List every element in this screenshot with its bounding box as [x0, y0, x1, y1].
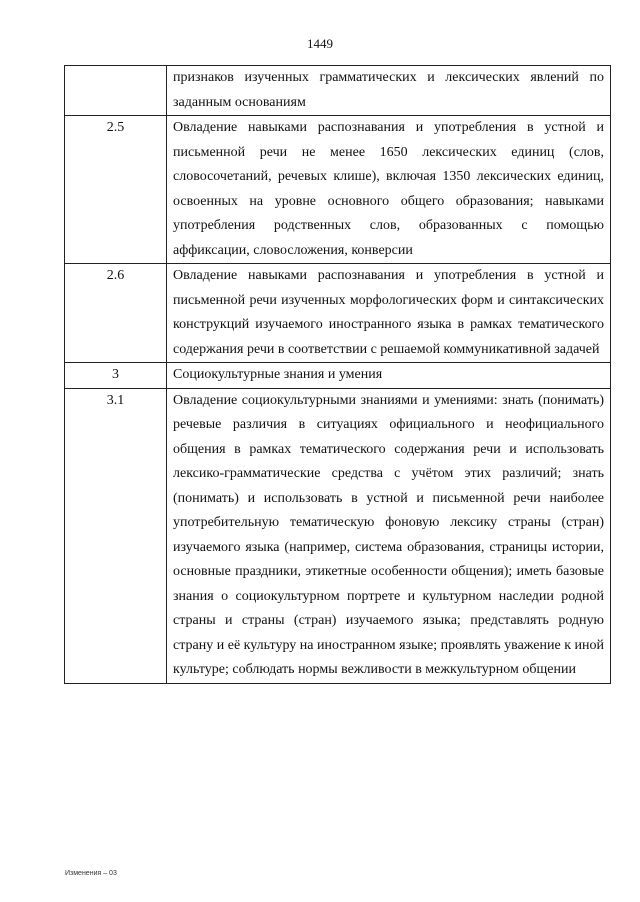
table-row — [65, 66, 611, 116]
row-text: Овладение навыками распознавания и употребления в устной и письменной речи не менее 1650 лексических единиц (слов, словосочетаний, речевых клише), включая 1350 лексических единиц, освоенных на уровне основного общего образования; навыками употребления родственных слов, образованных с помощью аффиксации, словосложения, конверсии — [167, 116, 611, 264]
row-number: 3.1 — [65, 388, 167, 683]
table-row — [65, 388, 611, 683]
footer-revision: Изменения – 03 — [65, 870, 117, 877]
row-number: 3 — [65, 363, 167, 389]
table-row — [65, 116, 611, 264]
table-row — [65, 264, 611, 363]
content-table — [64, 65, 611, 684]
table-row — [65, 363, 611, 389]
row-number: 2.6 — [65, 264, 167, 363]
row-number: 2.5 — [65, 116, 167, 264]
page-number: 1449 — [307, 36, 333, 51]
row-number — [65, 66, 167, 116]
row-text: Социокультурные знания и умения — [167, 363, 611, 389]
row-text: Овладение социокультурными знаниями и умениями: знать (понимать) речевые различия в ситуациях официального и неофициального общения в рамках тематического содержания речи и использовать лексико-грамматические средства с учётом этих различий; знать (понимать) и использовать в устной и письменной речи наиболее употребительную тематическую фоновую лексику страны (стран) изучаемого языка (например, система образования, страницы истории, основные праздники, этикетные особенности общения); иметь базовые знания о социокультурном портрете и культурном наследии родной страны и страны (стран) изучаемого языка; представлять родную страну и её культуру на иностранном языке; проявлять уважение к иной культуре; соблюдать нормы вежливости в межкультурном общении — [167, 388, 611, 683]
row-text: признаков изученных грамматических и лексических явлений по заданным основаниям — [167, 66, 611, 116]
row-text: Овладение навыками распознавания и употребления в устной и письменной речи изученных морфологических форм и синтаксических конструкций изучаемого иностранного языка в рамках тематического содержания речи в соответствии с решаемой коммуникативной задачей — [167, 264, 611, 363]
